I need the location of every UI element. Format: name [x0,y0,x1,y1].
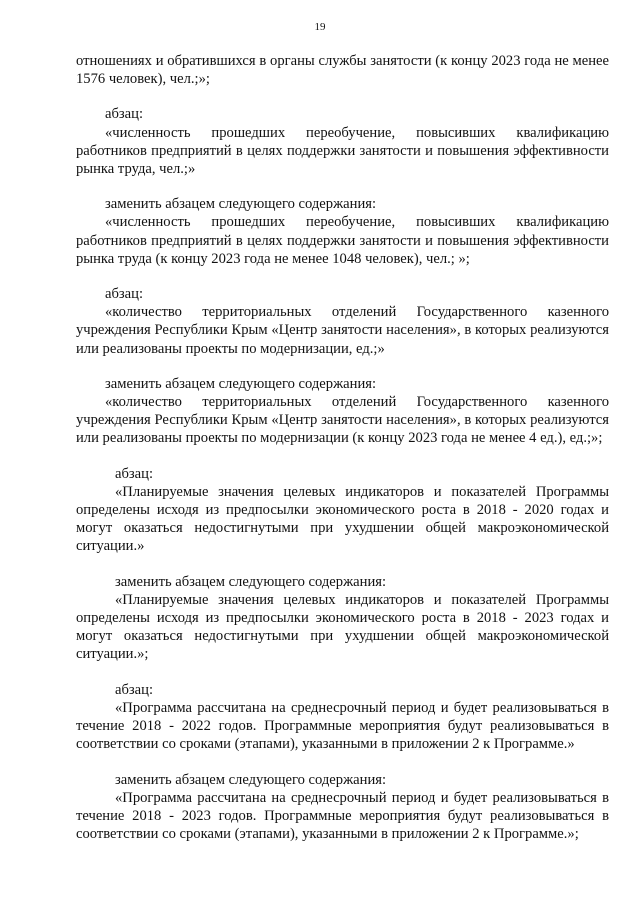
paragraph-label-replace: заменить абзацем следующего содержания: [115,771,387,788]
page-number: 19 [314,21,326,33]
paragraph-quote: «Планируемые значения целевых индикаторов и показателей Программы определены исходя из предпосылки экономического роста в 2018 - 2023 годах и могут оказаться недостигнутыми при ухудшении общей макроэкономической ситуации.»; [76,591,609,663]
paragraph-quote: «Программа рассчитана на среднесрочный период и будет реализовываться в течение 2018 - 2023 годов. Программные мероприятия будут реализовываться в соответствии со сроками (этапами), указанными в приложении 2 к Программе.»; [76,789,609,843]
paragraph-quote: «Планируемые значения целевых индикаторов и показателей Программы определены исходя из предпосылки экономического роста в 2018 - 2020 годах и могут оказаться недостигнутыми при ухудшении общей макроэкономической ситуации.» [76,483,609,555]
paragraph-label-replace: заменить абзацем следующего содержания: [115,573,387,590]
paragraph-label-replace: заменить абзацем следующего содержания: [105,375,377,392]
document-body [76,52,609,843]
paragraph-label-abzac: абзац: [105,106,144,123]
paragraph-quote: «количество территориальных отделений Государственного казенного учреждения Республики Крым «Центр занятости населения», в которых реализуются или реализованы проекты по модернизации (к концу 2023 года не менее 4 ед.), ед.;»; [76,394,609,447]
paragraph-continuation: отношениях и обратившихся в органы службы занятости (к концу 2023 года не менее 1576 человек), чел.;»; [76,53,609,88]
paragraph-label-abzac: абзац: [105,286,144,303]
paragraph-label-abzac: абзац: [115,681,154,698]
paragraph-label-abzac: абзац: [115,465,154,482]
paragraph-quote: «Программа рассчитана на среднесрочный период и будет реализовываться в течение 2018 - 2022 годов. Программные мероприятия будут реализовываться в соответствии со сроками (этапами), указанными в приложении 2 к Программе.» [76,699,609,753]
paragraph-quote: «численность прошедших переобучение, повысивших квалификацию работников предприятий в целях поддержки занятости и повышения эффективности рынка труда (к концу 2023 года не менее 1048 человек), чел.; »; [76,214,609,267]
paragraph-label-replace: заменить абзацем следующего содержания: [105,196,377,213]
paragraph-quote: «количество территориальных отделений Государственного казенного учреждения Республики Крым «Центр занятости населения», в которых реализуются или реализованы проекты по модернизации, ед.;» [76,304,609,357]
paragraph-quote: «численность прошедших переобучение, повысивших квалификацию работников предприятий в целях поддержки занятости и повышения эффективности рынка труда, чел.;» [76,124,609,178]
